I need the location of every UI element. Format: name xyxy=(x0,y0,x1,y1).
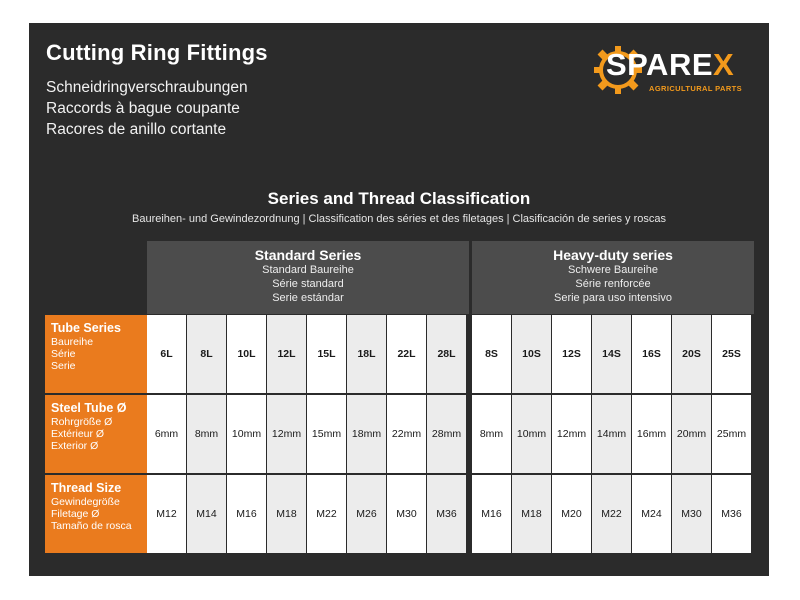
table-cell: 18mm xyxy=(347,395,386,473)
table-cell: 10mm xyxy=(512,395,551,473)
table-cell: M18 xyxy=(267,475,306,553)
row-label-translation: Filetage Ø xyxy=(51,508,100,520)
catalog-panel xyxy=(29,23,769,576)
standard-series-title: Standard Series xyxy=(254,247,362,263)
table-cell: 8mm xyxy=(472,395,511,473)
table-cell: M22 xyxy=(592,475,631,553)
heavy-series-es: Serie para uso intensivo xyxy=(553,292,672,304)
table-cell: M12 xyxy=(147,475,186,553)
table-cell: 15L xyxy=(307,315,346,393)
table-cell: 6mm xyxy=(147,395,186,473)
table-cell: 8mm xyxy=(187,395,226,473)
standard-series-es: Serie estándar xyxy=(272,292,344,304)
table-cell: 8L xyxy=(187,315,226,393)
logo-wordmark: SPAREX xyxy=(606,47,735,82)
subtitle-fr: Raccords à bague coupante xyxy=(46,100,240,117)
table-cell: 10L xyxy=(227,315,266,393)
table-cell: 25mm xyxy=(712,395,751,473)
row-label-translation: Rohrgröße Ø xyxy=(51,416,113,428)
row-label-translation: Serie xyxy=(51,360,76,372)
table-cell: 20mm xyxy=(672,395,711,473)
table-cell: 18L xyxy=(347,315,386,393)
table-cell: M20 xyxy=(552,475,591,553)
standard-series-de: Standard Baureihe xyxy=(262,264,354,276)
table-cell: M24 xyxy=(632,475,671,553)
table-cell: M16 xyxy=(472,475,511,553)
standard-series-fr: Série standard xyxy=(272,278,344,290)
table-cell: 12S xyxy=(552,315,591,393)
page-title: Cutting Ring Fittings xyxy=(46,40,268,65)
table-cell: 28L xyxy=(427,315,466,393)
table-cell: M30 xyxy=(387,475,426,553)
row-label-title: Steel Tube Ø xyxy=(51,401,127,415)
table-cell: 10S xyxy=(512,315,551,393)
standard-series-header xyxy=(147,241,469,314)
section-subtitle: Baureihen- und Gewindezordnung | Classification des séries et des filetages | Clasificación de series y roscas xyxy=(132,213,666,225)
table-cell: 20S xyxy=(672,315,711,393)
page-subtitles xyxy=(46,77,248,140)
section-title: Series and Thread Classification xyxy=(267,189,531,208)
table-cell: 28mm xyxy=(427,395,466,473)
table-cell: 12L xyxy=(267,315,306,393)
table-cell: M18 xyxy=(512,475,551,553)
table-cell: M16 xyxy=(227,475,266,553)
subtitle-es: Racores de anillo cortante xyxy=(46,121,227,138)
heavy-series-fr: Série renforcée xyxy=(575,278,651,290)
row-label xyxy=(45,475,147,553)
heavy-series-de: Schwere Baureihe xyxy=(568,264,658,276)
row-label-translation: Série xyxy=(51,348,76,360)
table-cell: 6L xyxy=(147,315,186,393)
table-cell: 8S xyxy=(472,315,511,393)
table-cell: 22mm xyxy=(387,395,426,473)
row-label-title: Thread Size xyxy=(51,481,122,495)
row-label xyxy=(45,315,147,393)
row-label-translation: Gewindegröße xyxy=(51,496,120,508)
heavy-series-header xyxy=(472,241,754,314)
table-cell: 16mm xyxy=(632,395,671,473)
row-label-translation: Extérieur Ø xyxy=(51,428,105,440)
heavy-series-title: Heavy-duty series xyxy=(553,247,673,263)
table-cell: 25S xyxy=(712,315,751,393)
table-cell: M30 xyxy=(672,475,711,553)
sparex-logo xyxy=(592,44,757,96)
table-cell: 16S xyxy=(632,315,671,393)
row-label-title: Tube Series xyxy=(51,321,121,335)
table-cell: 12mm xyxy=(552,395,591,473)
table-cell: M36 xyxy=(427,475,466,553)
table-cell: M36 xyxy=(712,475,751,553)
table-cell: 22L xyxy=(387,315,426,393)
table-cell: 10mm xyxy=(227,395,266,473)
logo-tagline: AGRICULTURAL PARTS xyxy=(649,84,743,93)
subtitle-de: Schneidringverschraubungen xyxy=(46,79,248,96)
table-cell: 12mm xyxy=(267,395,306,473)
table-cell: M26 xyxy=(347,475,386,553)
table-cell: 15mm xyxy=(307,395,346,473)
row-label-translation: Tamaño de rosca xyxy=(51,520,132,532)
row-label-translation: Exterior Ø xyxy=(51,440,99,452)
table-cell: M22 xyxy=(307,475,346,553)
table-cell: M14 xyxy=(187,475,226,553)
table-cell: 14S xyxy=(592,315,631,393)
table-cell: 14mm xyxy=(592,395,631,473)
row-label xyxy=(45,395,147,473)
row-label-translation: Baureihe xyxy=(51,336,94,348)
